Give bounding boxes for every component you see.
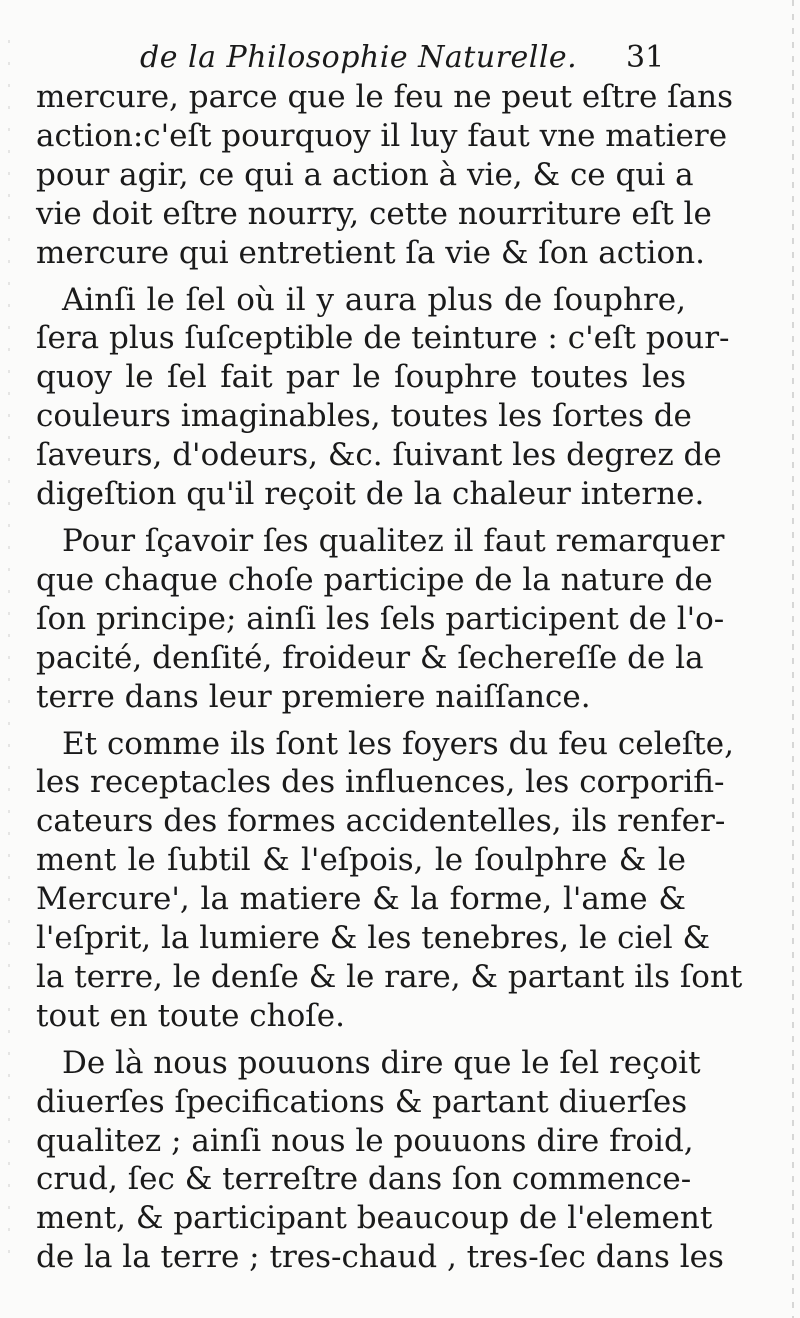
text-line: de la la terre ; tres-chaud , tres-ſec dans les xyxy=(36,1239,724,1276)
page-edge-speckle xyxy=(8,40,10,1260)
text-line: que chaque choſe participe de la nature de xyxy=(36,561,713,598)
text-line: pacité, denſité, froideur & ſechereſſe de la xyxy=(36,639,704,676)
text-line: l'eſprit, la lumiere & les tenebres, le ciel & xyxy=(36,920,711,957)
text-line: Ainſi le ſel où il y aura plus de ſouphre, xyxy=(62,281,686,318)
text-line: couleurs imaginables, toutes les ſortes de xyxy=(36,398,692,435)
page-number: 31 xyxy=(626,40,665,75)
text-line: crud, ſec & terreſtre dans ſon commence- xyxy=(36,1161,692,1198)
text-line: quoy le ſel fait par le ſouphre toutes les xyxy=(36,359,686,396)
text-line: digeſtion qu'il reçoit de la chaleur interne. xyxy=(36,476,705,513)
text-line: ſaveurs, d'odeurs, &c. ſuivant les degrez de xyxy=(36,437,722,474)
text-line: De là nous pouuons dire que le ſel reçoit xyxy=(62,1044,701,1081)
text-line: diuerſes ſpecifications & partant diuerſes xyxy=(36,1083,688,1120)
text-line: terre dans leur premiere naiſſance. xyxy=(36,678,591,715)
paragraph-3 xyxy=(36,522,725,717)
text-line: ſera plus ſuſceptible de teinture : c'eſt pour- xyxy=(36,320,730,357)
text-line: tout en toute choſe. xyxy=(36,997,345,1034)
running-title: de la Philosophie Naturelle. xyxy=(140,40,578,75)
paragraph-4 xyxy=(36,725,743,1036)
page-header xyxy=(0,28,800,82)
text-line: Mercure', la matiere & la forme, l'ame & xyxy=(36,881,686,918)
text-line: ment, & participant beaucoup de l'element xyxy=(36,1200,713,1237)
text-line: pour agir, ce qui a action à vie, & ce qui a xyxy=(36,156,694,193)
paragraph-2 xyxy=(36,281,730,514)
text-line: la terre, le denſe & le rare, & partant ils ſont xyxy=(36,958,743,995)
text-line: action:c'eſt pourquoy il luy faut vne matiere xyxy=(36,117,728,154)
text-line: Et comme ils ſont les foyers du feu celeſte, xyxy=(62,725,734,762)
paragraph-5 xyxy=(36,1044,724,1277)
text-line: qualitez ; ainſi nous le pouuons dire froid, xyxy=(36,1122,694,1159)
text-line: les receptacles des influences, les corporifi- xyxy=(36,764,725,801)
text-line: ſon principe; ainſi les ſels participent de l'o- xyxy=(36,600,725,637)
text-line: Pour ſçavoir ſes qualitez il faut remarquer xyxy=(62,522,725,559)
body-text xyxy=(36,78,743,1277)
text-line: vie doit eſtre nourry, cette nourriture eſt le xyxy=(36,195,712,232)
text-line: ment le ſubtil & l'eſpois, le ſoulphre & le xyxy=(36,842,686,879)
text-line: mercure qui entretient ſa vie & ſon action. xyxy=(36,234,705,271)
text-line: mercure, parce que le feu ne peut eſtre ſans xyxy=(36,79,733,115)
paragraph-1 xyxy=(36,78,733,273)
binding-edge-shadow xyxy=(792,0,794,1318)
text-line: cateurs des formes accidentelles, ils renfer- xyxy=(36,803,726,840)
